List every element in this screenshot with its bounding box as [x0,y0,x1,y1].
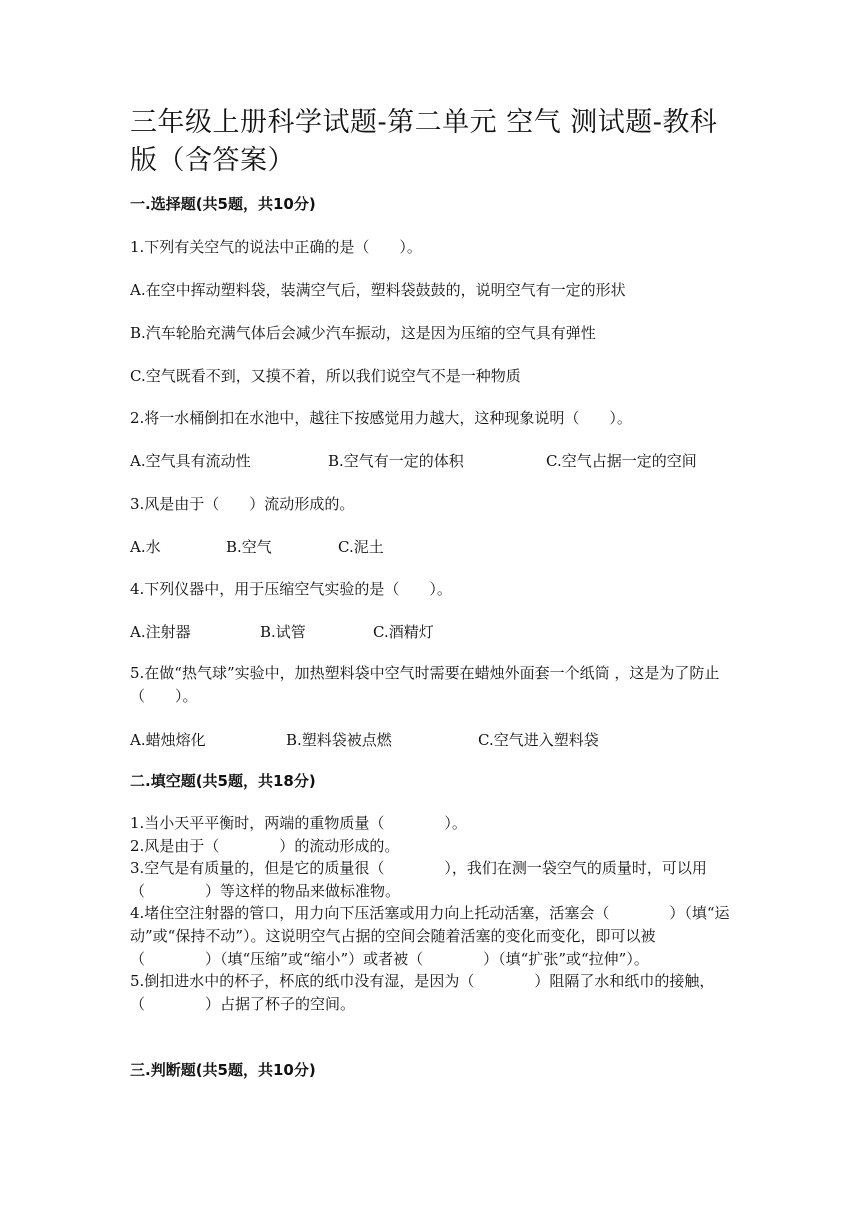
question-2-option-b: B.空气有一定的体积 [328,452,464,470]
question-5-option-a: A.蜡烛熔化 [130,731,206,749]
question-3-option-c: C.泥土 [338,538,384,556]
question-2-stem: 2.将一水桶倒扣在水池中，越往下按感觉用力越大，这种现象说明（ ）。 [130,409,632,427]
question-1-option-c: C.空气既看不到，又摸不着，所以我们说空气不是一种物质 [130,367,521,385]
question-3-stem: 3.风是由于（ ）流动形成的。 [130,495,355,513]
question-5-option-c: C.空气进入塑料袋 [478,731,599,749]
question-2-options [130,450,697,471]
fill-question-5: 5.倒扣进水中的杯子，杯底的纸巾没有湿，是因为（ ）阻隔了水和纸巾的接触，（ ）占据了杯子的空间。 [130,972,715,1013]
question-5-options [130,729,599,750]
question-2-option-a: A.空气具有流动性 [130,452,251,470]
fill-question-3: 3.空气是有质量的，但是它的质量很（ ），我们在测一袋空气的质量时，可以用（ ）等这样的物品来做标准物。 [130,859,707,900]
question-1-option-b: B.汽车轮胎充满气体后会减少汽车振动，这是因为压缩的空气具有弹性 [130,324,596,342]
question-3-options [130,536,384,557]
question-4-options [130,621,434,642]
question-3-option-b: B.空气 [226,538,272,556]
question-4-option-b: B.试管 [260,623,306,641]
question-2-option-c: C.空气占据一定的空间 [546,452,697,470]
section-heading-true-false: 三.判断题(共5题，共10分) [130,1061,316,1079]
fill-blank-questions [130,812,730,1015]
question-3-option-a: A.水 [130,538,161,556]
question-5-option-b: B.塑料袋被点燃 [286,731,392,749]
fill-question-2: 2.风是由于（ ）的流动形成的。 [130,836,400,855]
section-heading-choice: 一.选择题(共5题，共10分) [130,195,316,213]
page-title: 三年级上册科学试题-第二单元 空气 测试题-教科版（含答案） [130,107,718,176]
question-4-option-a: A.注射器 [130,623,191,641]
question-1-option-a: A.在空中挥动塑料袋，装满空气后，塑料袋鼓鼓的，说明空气有一定的形状 [130,281,626,299]
fill-question-4: 4.堵住空注射器的管口，用力向下压活塞或用力向上托动活塞，活塞会（ ）（填“运动”或“保持不动”）。这说明空气占据的空间会随着活塞的变化而变化，即可以被（ ）（填“压缩”或“缩小”）或者被（ ）（填“扩张”或“拉伸”）。 [130,904,730,968]
question-4-stem: 4.下列仪器中，用于压缩空气实验的是（ ）。 [130,580,452,598]
fill-question-1: 1.当小天平平衡时，两端的重物质量（ ）。 [130,814,467,832]
section-heading-fill-blank: 二.填空题(共5题，共18分) [130,772,316,790]
question-1-stem: 1.下列有关空气的说法中正确的是（ ）。 [130,238,422,256]
question-5-stem: 5.在做“热气球”实验中，加热塑料袋中空气时需要在蜡烛外面套一个纸筒 ，这是为了防止（ ）。 [130,664,720,705]
question-4-option-c: C.酒精灯 [373,623,434,641]
